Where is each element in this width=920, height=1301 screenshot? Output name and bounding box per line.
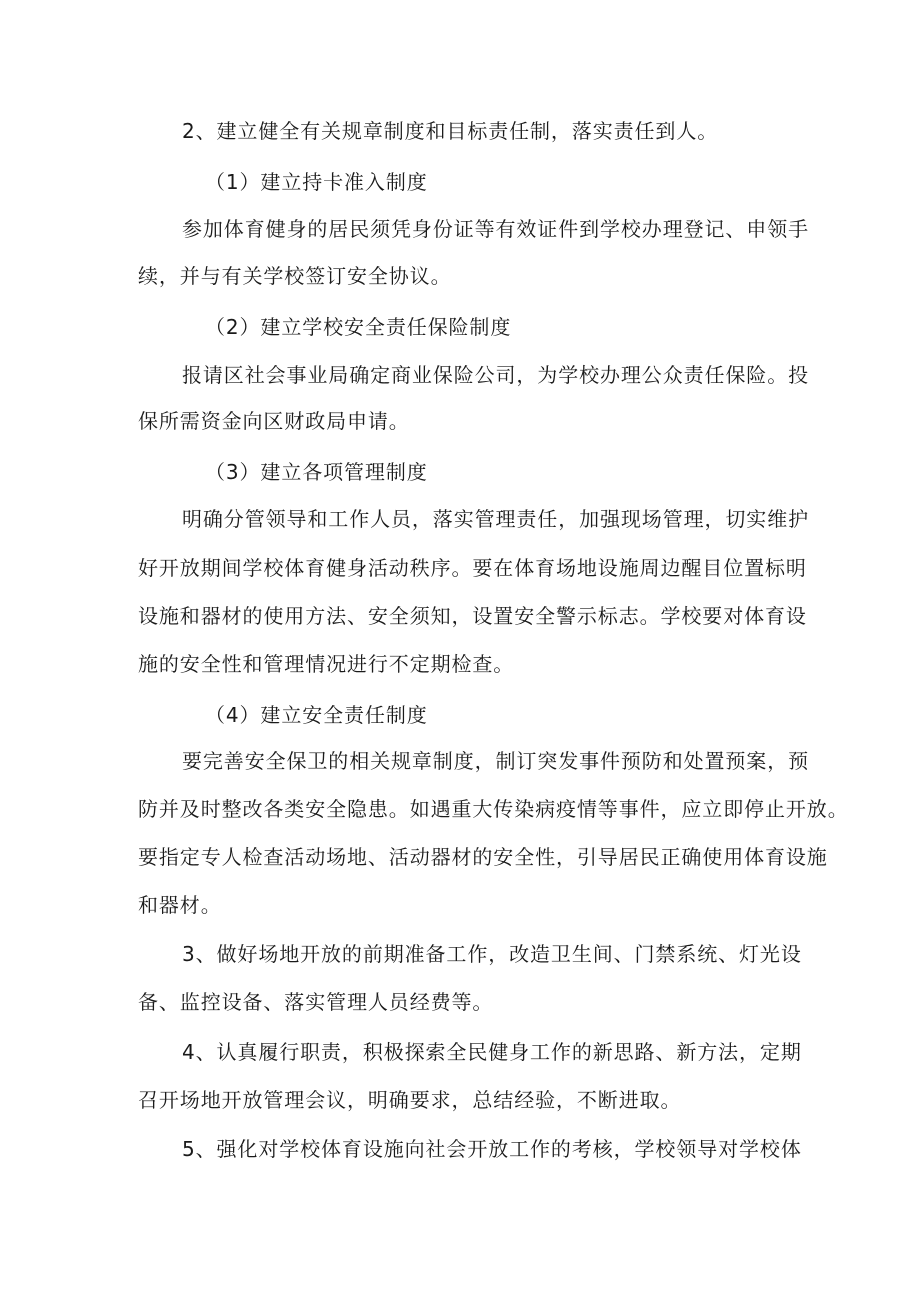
item-3-paragraph: 3、做好场地开放的前期准备工作，改造卫生间、门禁系统、灯光设 <box>182 942 802 966</box>
paragraph-line: 要完善安全保卫的相关规章制度，制订突发事件预防和处置预案，预 <box>182 749 809 773</box>
item-4-paragraph: 4、认真履行职责，积极探索全民健身工作的新思路、新方法，定期 <box>182 1040 802 1064</box>
paragraph-line: 召开场地开放管理会议，明确要求，总结经验，不断进取。 <box>138 1088 682 1112</box>
paragraph-line: 明确分管领导和工作人员，落实管理责任，加强现场管理，切实维护 <box>182 507 809 531</box>
paragraph-line: 备、监控设备、落实管理人员经费等。 <box>138 990 494 1014</box>
item-2-heading: 2、建立健全有关规章制度和目标责任制，落实责任到人。 <box>182 119 719 143</box>
paragraph-line: 报请区社会事业局确定商业保险公司，为学校办理公众责任保险。投 <box>182 363 809 387</box>
subsection-4-heading: （4）建立安全责任制度 <box>205 703 428 727</box>
subsection-3-heading: （3）建立各项管理制度 <box>205 460 428 484</box>
paragraph-line: 防并及时整改各类安全隐患。如遇重大传染病疫情等事件，应立即停止开放。 <box>138 797 849 821</box>
subsection-2-heading: （2）建立学校安全责任保险制度 <box>205 315 512 339</box>
paragraph-line: 要指定专人检查活动场地、活动器材的安全性，引导居民正确使用体育设施 <box>138 845 828 869</box>
paragraph-line: 好开放期间学校体育健身活动秩序。要在体育场地设施周边醒目位置标明 <box>138 556 807 580</box>
subsection-1-heading: （1）建立持卡准入制度 <box>205 170 428 194</box>
paragraph-line: 保所需资金向区财政局申请。 <box>138 409 410 433</box>
paragraph-line: 参加体育健身的居民须凭身份证等有效证件到学校办理登记、申领手 <box>182 217 809 241</box>
paragraph-line: 施的安全性和管理情况进行不定期检查。 <box>138 652 515 676</box>
paragraph-line: 续，并与有关学校签订安全协议。 <box>138 264 452 288</box>
paragraph-line: 设施和器材的使用方法、安全须知，设置安全警示标志。学校要对体育设 <box>138 604 807 628</box>
item-5-paragraph: 5、强化对学校体育设施向社会开放工作的考核，学校领导对学校体 <box>182 1137 802 1161</box>
paragraph-line: 和器材。 <box>138 893 222 917</box>
